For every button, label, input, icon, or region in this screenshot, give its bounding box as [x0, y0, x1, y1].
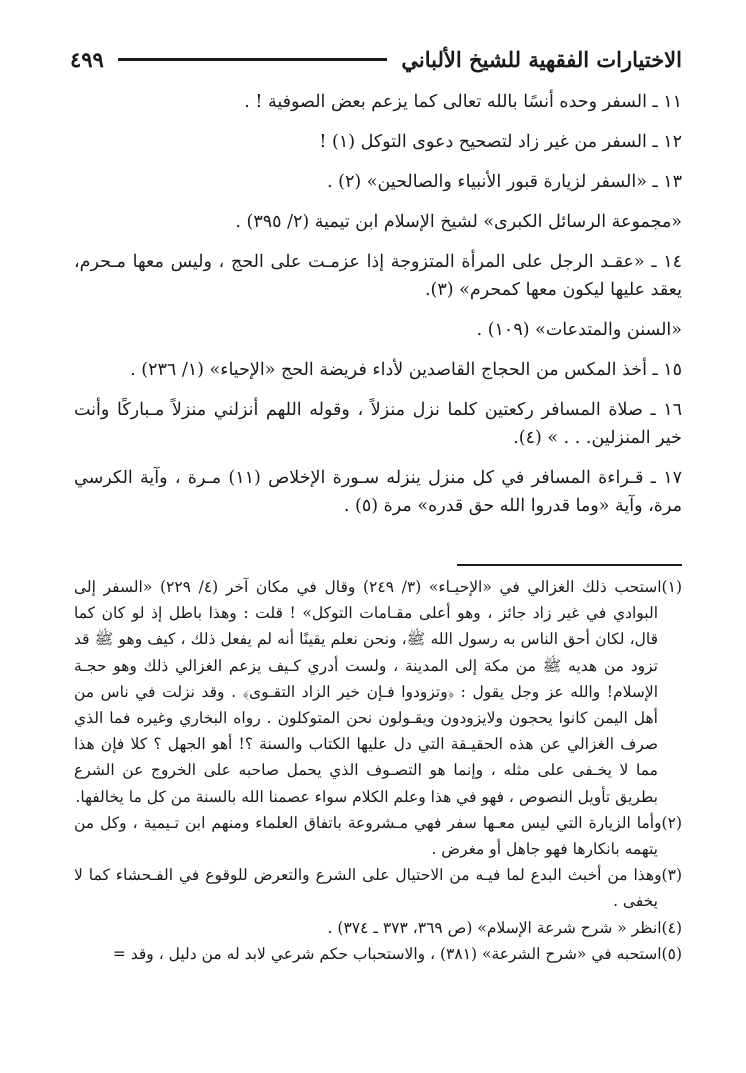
main-text: [74, 88, 682, 520]
footnotes: [74, 574, 682, 967]
item-14: ١٤ ـ «عقـد الرجل على المرأة المتزوجة إذا عزمـت على الحج ، وليس معها مـحرم، يعقد عليها ليكون معها كمحرم» (٣).: [74, 252, 682, 300]
item-16: ١٦ ـ صلاة المسافر ركعتين كلما نزل منزلاً ، وقوله اللهم أنزلني منزلاً مـباركًا وأنت خير المنزلين. . . » (٤).: [74, 400, 682, 448]
item-15: ١٥ ـ أخذ المكس من الحجاج القاصدين لأداء فريضة الحج «الإحياء» (١/ ٢٣٦) .: [130, 360, 682, 380]
reference-majmua: «مجموعة الرسائل الكبرى» لشيخ الإسلام ابن تيمية (٢/ ٣٩٥) .: [235, 212, 682, 232]
footnote-3: (٣)وهذا من أخبث البدع لما فيـه من الاحتيال على الشرع والتعرض للوقوع في الفـحشاء كما لا يخفى .: [74, 866, 682, 911]
reference-sunan: «السنن والمتدعات» (١٠٩) .: [476, 320, 682, 340]
footnote-2: (٢)وأما الزيارة التي ليس معـها سفر فهي مـشروعة باتفاق العلماء ومنهم ابن تـيمية ، وكل من يتهمه بانكارها فهو جاهل أو مغرض .: [74, 813, 682, 859]
page-number: ٤٩٩: [70, 46, 104, 72]
item-12: ١٢ ـ السفر من غير زاد لتصحيح دعوى التوكل (١) !: [319, 132, 682, 152]
footnote-1: (١)استحب ذلك الغزالي في «الإحيـاء» (٣/ ٢٤٩) وقال في مكان آخر (٤/ ٢٢٩) «السفر إلى البوادي في غير زاد جائز ، وهو أعلى مقـامات التوكل» ! قلت : وهذا باطل إذ لو كان كما قال، لكان أحق الناس به رسول الله ﷺ، ونحن نعلم يقينًا أنه لم يفعل ذلك ، كيف وهو ﷺ قد تزود من هديه ﷺ من مكة إلى المدينة ، ولست أدري كـيف يزعم الغزالي ذلك وهو حجـة الإسلام! والله عز وجل يقول : ﴿وتزودوا فـإن خير الزاد التقـوى﴾ . وقد نزلت في ناس من أهل اليمن كانوا يحجون ولايزودون ويقـولون نحن المتوكلون . رواه البخاري وغيره فما الذي صرف الغزالي عن هذه الحقيـقة التي دل عليها الكتاب والسنة ؟! أهو الجهل ؟ كلا فإن هذا مما لا يخـفى على مثله ، وإنما هو التصـوف الذي يحمل صاحبه على الخروج عن الشرع بطريق تأويل النصوص ، فهو في هذا وعلم الكلام سواء عصمنا الله بالسنة من كل ما يخالفها.: [74, 578, 682, 806]
header-rule: [118, 58, 388, 61]
page-header: [70, 44, 682, 74]
item-13: ١٣ ـ «السفر لزيارة قبور الأنبياء والصالحين» (٢) .: [327, 172, 682, 192]
footnote-5: (٥)استحبه في «شرح الشرعة» (٣٨١) ، والاستحباب حكم شرعي لابد له من دليل ، وقد =: [112, 944, 682, 963]
footnote-divider: [457, 564, 682, 566]
footnote-4: (٤)انظر « شرح شرعة الإسلام» (ص ٣٦٩، ٣٧٣ ـ ٣٧٤) .: [327, 918, 682, 937]
book-title: الاختيارات الفقهية للشيخ الألباني: [401, 46, 682, 72]
item-17: ١٧ ـ قـراءة المسافر في كل منزل ينزله سـورة الإخلاص (١١) مـرة ، وآية الكرسي مرة، وآية «وما قدروا الله حق قدره» مرة (٥) .: [74, 468, 682, 516]
item-11: ١١ ـ السفر وحده أنسًا بالله تعالى كما يزعم بعض الصوفية ! .: [244, 92, 682, 112]
